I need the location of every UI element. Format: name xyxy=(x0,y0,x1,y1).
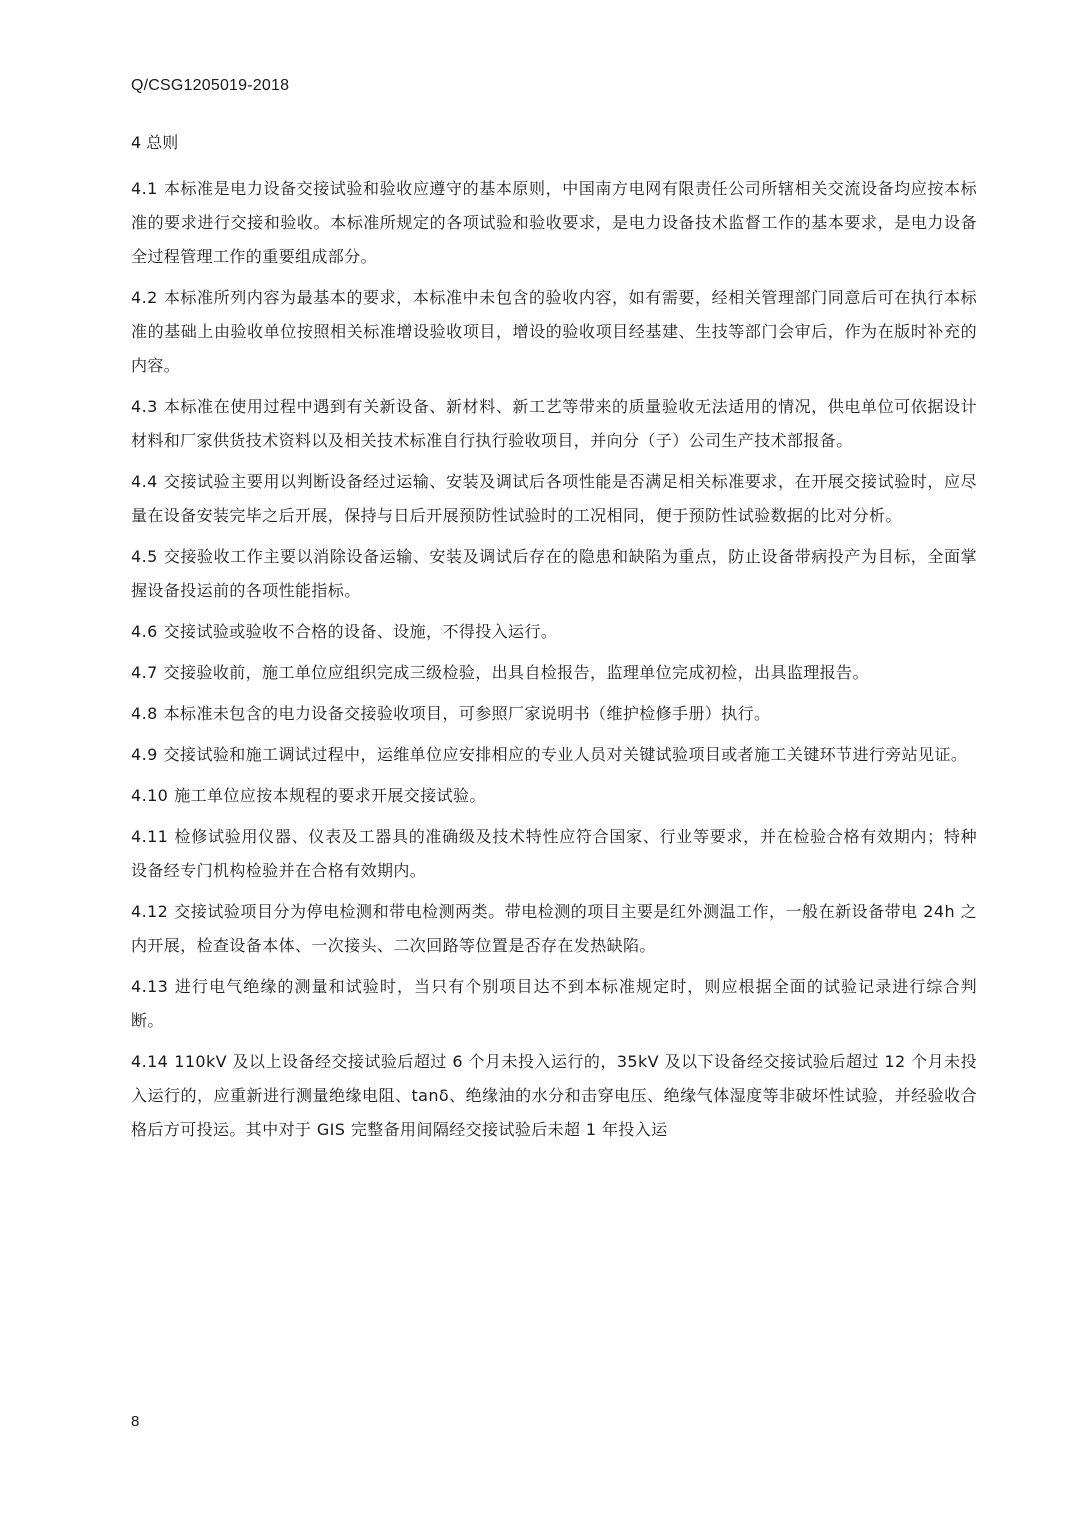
clause-number: 4.1 xyxy=(131,179,158,198)
clause-4-10 xyxy=(131,779,977,813)
clause-text: 进行电气绝缘的测量和试验时，当只有个别项目达不到本标准规定时，则应根据全面的试验记录进行综合判断。 xyxy=(131,977,977,1030)
clause-4-1 xyxy=(131,172,977,274)
clause-text: 本标准所列内容为最基本的要求，本标准中未包含的验收内容，如有需要，经相关管理部门同意后可在执行本标准的基础上由验收单位按照相关标准增设验收项目，增设的验收项目经基建、生技等部门会审后，作为在版时补充的内容。 xyxy=(131,288,977,375)
page-number: 8 xyxy=(131,1413,140,1430)
clause-4-3 xyxy=(131,390,977,458)
clause-number: 4.5 xyxy=(131,547,158,566)
clause-number: 4.8 xyxy=(131,704,158,723)
clause-number: 4.12 xyxy=(131,902,169,921)
clause-4-7 xyxy=(131,656,977,690)
clause-text: 本标准是电力设备交接试验和验收应遵守的基本原则，中国南方电网有限责任公司所辖相关交流设备均应按本标准的要求进行交接和验收。本标准所规定的各项试验和验收要求，是电力设备技术监督工作的基本要求，是电力设备全过程管理工作的重要组成部分。 xyxy=(131,179,977,266)
clause-text: 110kV 及以上设备经交接试验后超过 6 个月未投入运行的，35kV 及以下设备经交接试验后超过 12 个月未投入运行的，应重新进行测量绝缘电阻、tanδ、绝缘油的水分和击穿电压、绝缘气体湿度等非破坏性试验，并经验收合格后方可投运。其中对于 GIS 完整备用间隔经交接试验后未超 1 年投入运 xyxy=(131,1052,977,1139)
clause-4-4 xyxy=(131,465,977,533)
clause-4-5 xyxy=(131,540,977,608)
clause-number: 4.11 xyxy=(131,827,169,846)
clause-4-12 xyxy=(131,895,977,963)
clause-text: 交接试验主要用以判断设备经过运输、安装及调试后各项性能是否满足相关标准要求，在开展交接试验时，应尽量在设备安装完毕之后开展，保持与日后开展预防性试验时的工况相同，便于预防性试验数据的比对分析。 xyxy=(131,472,977,525)
clause-4-14 xyxy=(131,1045,977,1147)
clause-4-13 xyxy=(131,970,977,1038)
clause-number: 4.14 xyxy=(131,1052,169,1071)
clause-text: 交接试验和施工调试过程中，运维单位应安排相应的专业人员对关键试验项目或者施工关键环节进行旁站见证。 xyxy=(163,745,968,764)
clause-text: 施工单位应按本规程的要求开展交接试验。 xyxy=(174,786,486,805)
clause-4-2 xyxy=(131,281,977,383)
clause-number: 4.6 xyxy=(131,622,158,641)
document-code-header: Q/CSG1205019-2018 xyxy=(131,77,290,94)
clause-text: 交接验收工作主要以消除设备运输、安装及调试后存在的隐患和缺陷为重点，防止设备带病投产为目标，全面掌握设备投运前的各项性能指标。 xyxy=(131,547,977,600)
clause-text: 检修试验用仪器、仪表及工器具的准确级及技术特性应符合国家、行业等要求，并在检验合格有效期内；特种设备经专门机构检验并在合格有效期内。 xyxy=(131,827,977,880)
clause-text: 本标准未包含的电力设备交接验收项目，可参照厂家说明书（维护检修手册）执行。 xyxy=(163,704,771,723)
clause-text: 交接试验或验收不合格的设备、设施，不得投入运行。 xyxy=(163,622,558,641)
clause-4-8 xyxy=(131,697,977,731)
clause-number: 4.3 xyxy=(131,397,158,416)
clause-number: 4.7 xyxy=(131,663,158,682)
clause-text: 本标准在使用过程中遇到有关新设备、新材料、新工艺等带来的质量验收无法适用的情况，供电单位可依据设计材料和厂家供货技术资料以及相关技术标准自行执行验收项目，并向分（子）公司生产技术部报备。 xyxy=(131,397,977,450)
clause-4-9 xyxy=(131,738,977,772)
clause-number: 4.10 xyxy=(131,786,169,805)
clause-number: 4.13 xyxy=(131,977,169,996)
document-body xyxy=(131,172,977,1154)
clause-number: 4.4 xyxy=(131,472,158,491)
clause-number: 4.9 xyxy=(131,745,158,764)
clause-text: 交接试验项目分为停电检测和带电检测两类。带电检测的项目主要是红外测温工作，一般在新设备带电 24h 之内开展，检查设备本体、一次接头、二次回路等位置是否存在发热缺陷。 xyxy=(131,902,977,955)
clause-number: 4.2 xyxy=(131,288,158,307)
clause-text: 交接验收前，施工单位应组织完成三级检验，出具自检报告，监理单位完成初检，出具监理报告。 xyxy=(163,663,869,682)
section-heading: 4 总则 xyxy=(131,133,179,152)
clause-4-6 xyxy=(131,615,977,649)
clause-4-11 xyxy=(131,820,977,888)
